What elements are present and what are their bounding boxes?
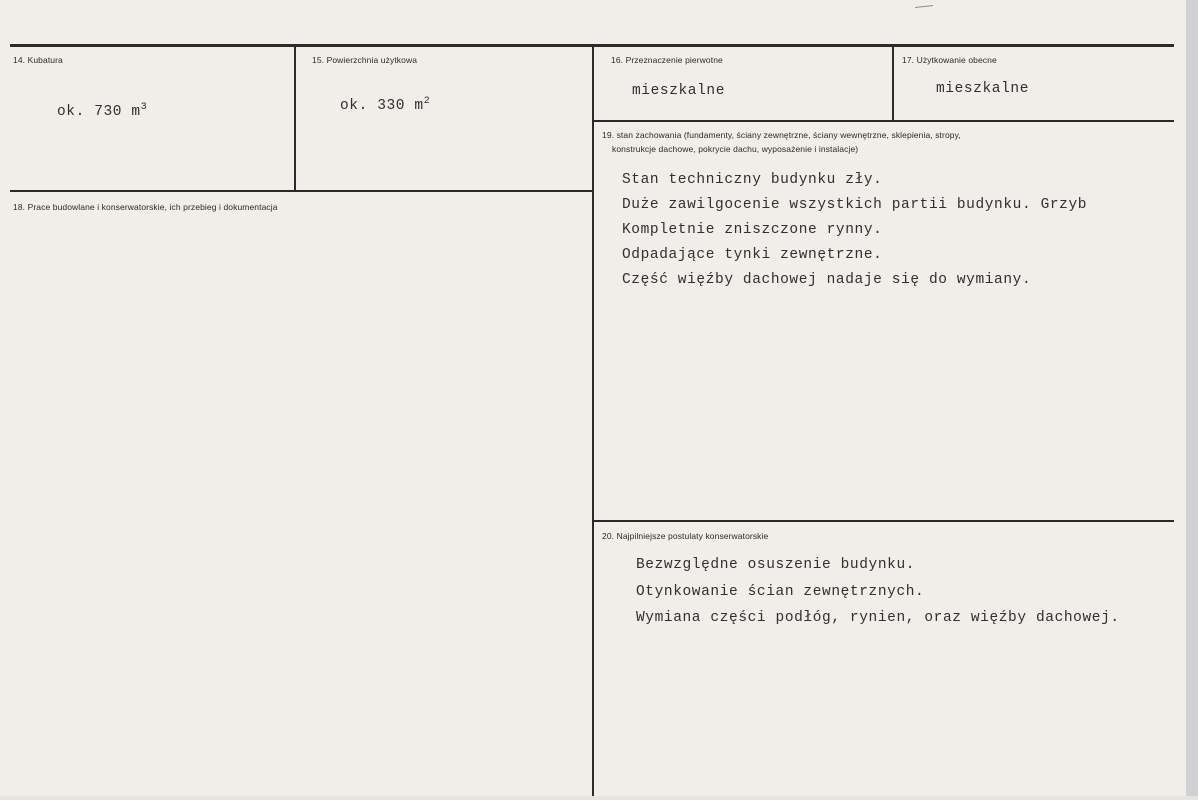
field-19-label-line2: konstrukcje dachowe, pokrycie dachu, wyposażenie i instalacje) xyxy=(612,144,859,154)
pencil-mark xyxy=(915,5,933,8)
rule-under-14-15 xyxy=(10,190,594,192)
field-20-label: 20. Najpilniejsze postulaty konserwatorskie xyxy=(602,531,769,541)
field-20-line: Otynkowanie ścian zewnętrznych. xyxy=(636,584,925,600)
field-16-value: mieszkalne xyxy=(632,83,726,99)
field-19-line: Kompletnie zniszczone rynny. xyxy=(622,222,883,238)
field-17-value: mieszkalne xyxy=(936,81,1030,97)
field-19-line: Część więźby dachowej nadaje się do wymiany. xyxy=(622,272,1032,288)
field-18-label: 18. Prace budowlane i konserwatorskie, ich przebieg i dokumentacja xyxy=(13,202,278,212)
field-14-label: 14. Kubatura xyxy=(13,55,63,65)
field-20-line: Wymiana części podłóg, rynien, oraz więźby dachowej. xyxy=(636,610,1120,626)
field-14-exponent: 3 xyxy=(140,102,148,113)
divider-14-15 xyxy=(294,46,296,192)
divider-15-16 xyxy=(592,46,594,798)
rule-above-20 xyxy=(594,520,1174,522)
field-19-line: Stan techniczny budynku zły. xyxy=(622,172,883,188)
rule-under-16-17 xyxy=(594,120,1174,122)
divider-16-17 xyxy=(892,46,894,122)
field-19-line: Odpadające tynki zewnętrzne. xyxy=(622,247,883,263)
field-15-value: ok. 330 $m^2$ xyxy=(340,96,431,114)
field-15-exponent: 2 xyxy=(423,96,431,107)
scan-edge-bottom xyxy=(0,796,1198,800)
field-16-label: 16. Przeznaczenie pierwotne xyxy=(611,55,723,65)
field-19-line: Duże zawilgocenie wszystkich partii budynku. Grzyb xyxy=(622,197,1088,213)
field-20-line: Bezwzględne osuszenie budynku. xyxy=(636,557,916,573)
scan-edge-right xyxy=(1186,0,1198,800)
field-15-label: 15. Powierzchnia użytkowa xyxy=(312,55,418,65)
field-17-label: 17. Użytkowanie obecne xyxy=(902,55,997,65)
field-19-label-line1: 19. stan zachowania (fundamenty, ściany zewnętrzne, ściany wewnętrzne, sklepienia, stropy, xyxy=(602,130,961,140)
field-14-value: ok. 730 $m^3$ xyxy=(57,102,148,120)
